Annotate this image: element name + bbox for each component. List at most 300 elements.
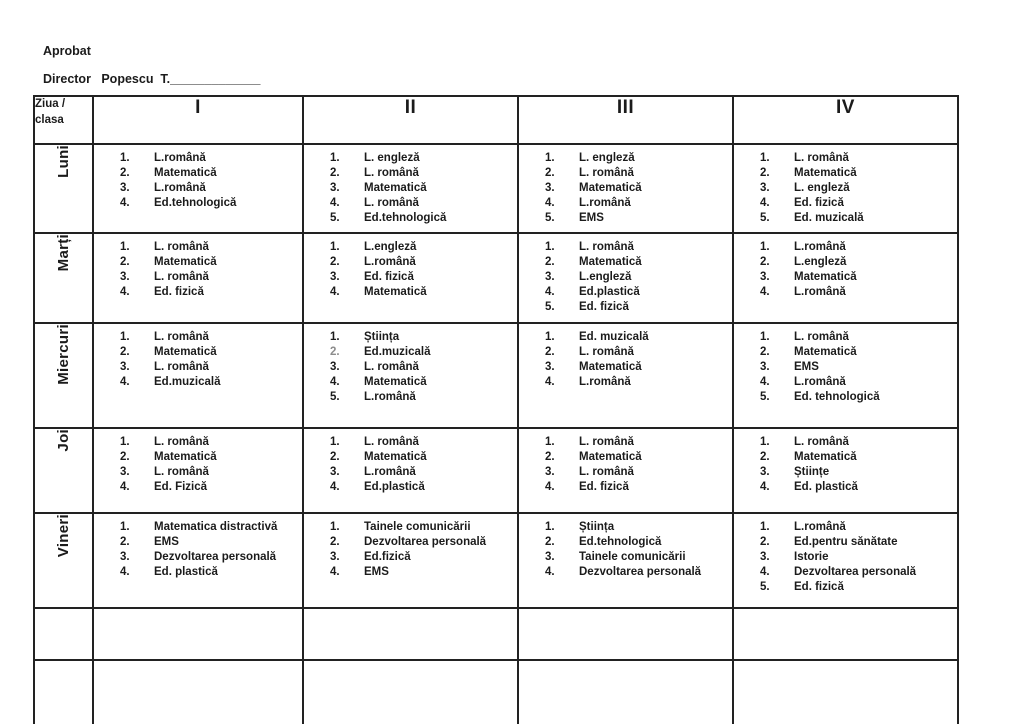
subject-name: Ed. muzicală <box>794 212 864 224</box>
subject-list <box>734 429 957 495</box>
subject-list <box>94 324 302 390</box>
subject-item <box>545 166 730 181</box>
subject-number: 4. <box>760 481 770 493</box>
subject-name: Matematică <box>154 256 217 268</box>
subject-item <box>120 181 300 196</box>
subject-number: 4. <box>545 286 555 298</box>
subject-name: L. română <box>794 436 849 448</box>
day-label: Luni <box>55 145 72 178</box>
schedule-cell <box>518 144 733 233</box>
subject-name: Matematică <box>364 286 427 298</box>
subject-name: L. română <box>579 466 634 478</box>
subject-name: Dezvoltarea personală <box>154 551 277 563</box>
subject-item <box>120 255 300 270</box>
subject-name: L. română <box>364 361 419 373</box>
subject-number: 4. <box>120 481 130 493</box>
subject-item <box>120 465 300 480</box>
subject-number: 1. <box>120 521 130 533</box>
subject-item <box>760 360 955 375</box>
subject-number: 2. <box>330 167 340 179</box>
subject-number: 1. <box>330 241 340 253</box>
subject-list <box>304 514 517 580</box>
subject-name: Matematică <box>794 167 857 179</box>
subject-number: 1. <box>330 331 340 343</box>
subject-item <box>545 211 730 226</box>
subject-name: L.engleză <box>364 241 417 253</box>
subject-number: 2. <box>545 536 555 548</box>
subject-number: 5. <box>760 581 770 593</box>
subject-number: 1. <box>545 241 555 253</box>
subject-item <box>330 270 515 285</box>
subject-name: Matematică <box>579 361 642 373</box>
subject-list <box>734 324 957 405</box>
subject-name: L.română <box>794 241 846 253</box>
subject-name: L. română <box>579 346 634 358</box>
subject-list <box>304 324 517 405</box>
subject-number: 2. <box>120 536 130 548</box>
empty-cell <box>303 660 518 724</box>
subject-name: L. română <box>154 466 209 478</box>
subject-name: L. română <box>154 331 209 343</box>
subject-item <box>545 240 730 255</box>
subject-item <box>120 520 300 535</box>
subject-name: Ed.muzicală <box>154 376 221 388</box>
subject-name: Ed. plastică <box>154 566 218 578</box>
day-label: Joi <box>55 429 72 452</box>
subject-number: 4. <box>330 197 340 209</box>
subject-item <box>330 181 515 196</box>
subject-name: L.engleză <box>794 256 847 268</box>
subject-item <box>330 196 515 211</box>
class-header-I: I <box>93 96 303 144</box>
subject-name: Istorie <box>794 551 829 563</box>
subject-list <box>304 145 517 226</box>
subject-number: 3. <box>545 271 555 283</box>
subject-number: 1. <box>330 436 340 448</box>
subject-number: 4. <box>760 566 770 578</box>
subject-list <box>519 234 732 315</box>
subject-item <box>760 151 955 166</box>
subject-item <box>545 375 730 390</box>
day-header-joi <box>34 428 93 513</box>
subject-item <box>760 166 955 181</box>
subject-number: 4. <box>760 376 770 388</box>
subject-number: 4. <box>330 566 340 578</box>
subject-number: 2. <box>545 346 555 358</box>
schedule-cell <box>93 428 303 513</box>
subject-name: Matematică <box>364 376 427 388</box>
subject-name: Ed.plastică <box>579 286 640 298</box>
subject-number: 2. <box>330 451 340 463</box>
subject-number: 4. <box>760 286 770 298</box>
subject-list <box>94 145 302 211</box>
schedule-cell <box>518 428 733 513</box>
subject-name: Ed. plastică <box>794 481 858 493</box>
empty-cell <box>34 608 93 660</box>
subject-name: L. română <box>154 241 209 253</box>
subject-name: Dezvoltarea personală <box>794 566 917 578</box>
subject-name: Știința <box>364 331 400 343</box>
subject-name: Matematică <box>579 256 642 268</box>
subject-item <box>120 330 300 345</box>
subject-number: 3. <box>545 182 555 194</box>
subject-item <box>120 345 300 360</box>
subject-number: 3. <box>760 271 770 283</box>
subject-name: Ed. fizică <box>364 271 414 283</box>
subject-name: L.română <box>364 466 416 478</box>
subject-item <box>545 181 730 196</box>
subject-item <box>120 196 300 211</box>
subject-number: 1. <box>760 241 770 253</box>
subject-name: Dezvoltarea personală <box>364 536 487 548</box>
subject-item <box>120 550 300 565</box>
subject-item <box>120 360 300 375</box>
subject-name: L.engleză <box>579 271 632 283</box>
subject-list <box>519 514 732 580</box>
subject-item <box>330 480 515 495</box>
subject-name: L. română <box>364 197 419 209</box>
subject-number: 2. <box>120 346 130 358</box>
class-header-II: II <box>303 96 518 144</box>
subject-list <box>94 234 302 300</box>
subject-number: 5. <box>760 212 770 224</box>
subject-number: 1. <box>120 241 130 253</box>
subject-name: L. română <box>154 436 209 448</box>
subject-item <box>545 330 730 345</box>
subject-name: Matematică <box>364 182 427 194</box>
subject-number: 4. <box>120 197 130 209</box>
subject-name: L.română <box>794 286 846 298</box>
subject-name: Ed. fizică <box>794 197 844 209</box>
corner-header-line1: Ziua / <box>35 98 66 110</box>
subject-name: Știința <box>579 521 615 533</box>
subject-item <box>330 390 515 405</box>
subject-number: 1. <box>545 436 555 448</box>
subject-list <box>519 324 732 390</box>
empty-cell <box>93 660 303 724</box>
subject-item <box>545 565 730 580</box>
subject-item <box>120 375 300 390</box>
subject-number: 1. <box>760 521 770 533</box>
subject-item <box>330 465 515 480</box>
subject-item <box>330 240 515 255</box>
subject-item <box>760 390 955 405</box>
subject-item <box>545 151 730 166</box>
subject-number: 3. <box>120 271 130 283</box>
subject-number: 2. <box>120 167 130 179</box>
schedule-cell <box>733 233 958 323</box>
table-row-miercuri <box>34 323 958 428</box>
subject-item <box>330 345 515 360</box>
subject-number: 5. <box>760 391 770 403</box>
subject-item <box>330 375 515 390</box>
subject-item <box>760 580 955 595</box>
subject-name: Ed. Fizică <box>154 481 208 493</box>
subject-number: 2. <box>545 167 555 179</box>
subject-name: L. română <box>579 167 634 179</box>
subject-name: L. română <box>579 241 634 253</box>
subject-name: Ed.pentru sănătate <box>794 536 898 548</box>
subject-item <box>120 270 300 285</box>
subject-number: 2. <box>120 256 130 268</box>
subject-name: L.română <box>579 197 631 209</box>
schedule-cell <box>733 428 958 513</box>
subject-name: Matematică <box>794 271 857 283</box>
day-label: Vineri <box>55 514 72 558</box>
subject-name: Tainele comunicării <box>364 521 471 533</box>
subject-number: 1. <box>330 152 340 164</box>
subject-number: 3. <box>120 182 130 194</box>
subject-item <box>330 211 515 226</box>
subject-number: 5. <box>545 301 555 313</box>
subject-item <box>545 360 730 375</box>
subject-number: 4. <box>545 481 555 493</box>
subject-name: Ed.plastică <box>364 481 425 493</box>
schedule-cell <box>93 144 303 233</box>
subject-item <box>120 240 300 255</box>
subject-name: L. română <box>364 167 419 179</box>
schedule-cell <box>93 233 303 323</box>
subject-number: 2. <box>760 451 770 463</box>
subject-name: L.română <box>364 391 416 403</box>
subject-name: L. engleză <box>364 152 420 164</box>
subject-name: Matematică <box>154 167 217 179</box>
subject-list <box>519 429 732 495</box>
subject-name: L. română <box>794 152 849 164</box>
subject-item <box>760 196 955 211</box>
subject-item <box>545 450 730 465</box>
subject-name: L.română <box>154 152 206 164</box>
subject-item <box>760 480 955 495</box>
subject-number: 2. <box>760 167 770 179</box>
subject-number: 1. <box>545 331 555 343</box>
class-header-IV: IV <box>733 96 958 144</box>
subject-item <box>330 435 515 450</box>
subject-list <box>94 429 302 495</box>
subject-item <box>545 520 730 535</box>
subject-name: Matematică <box>794 451 857 463</box>
subject-name: L.română <box>794 521 846 533</box>
subject-name: Ed.muzicală <box>364 346 431 358</box>
subject-name: Matematică <box>579 182 642 194</box>
subject-item <box>760 435 955 450</box>
subject-name: L. română <box>154 361 209 373</box>
corner-header-line2: clasa <box>35 113 64 126</box>
subject-number: 1. <box>120 152 130 164</box>
empty-cell <box>303 608 518 660</box>
subject-item <box>330 166 515 181</box>
schedule-cell <box>518 513 733 608</box>
subject-item <box>545 300 730 315</box>
empty-row <box>34 660 958 724</box>
subject-item <box>120 285 300 300</box>
subject-name: Ed. fizică <box>154 286 204 298</box>
table-row-joi <box>34 428 958 513</box>
subject-name: Ed.tehnologică <box>154 197 237 209</box>
subject-item <box>760 535 955 550</box>
schedule-cell <box>518 323 733 428</box>
subject-item <box>545 196 730 211</box>
subject-number: 3. <box>120 551 130 563</box>
subject-item <box>760 465 955 480</box>
subject-name: L. engleză <box>794 182 850 194</box>
subject-item <box>760 255 955 270</box>
subject-number: 4. <box>545 376 555 388</box>
subject-list <box>734 234 957 300</box>
subject-number: 5. <box>330 212 340 224</box>
subject-number: 3. <box>760 466 770 478</box>
subject-item <box>760 181 955 196</box>
subject-number: 3. <box>545 551 555 563</box>
subject-number: 4. <box>330 286 340 298</box>
day-header-marți <box>34 233 93 323</box>
subject-name: L.română <box>154 182 206 194</box>
subject-item <box>120 535 300 550</box>
subject-name: Matematică <box>364 451 427 463</box>
subject-name: L. română <box>579 436 634 448</box>
subject-name: EMS <box>154 536 179 548</box>
subject-item <box>120 565 300 580</box>
subject-item <box>330 520 515 535</box>
schedule-cell <box>733 323 958 428</box>
subject-item <box>545 345 730 360</box>
subject-item <box>760 565 955 580</box>
empty-cell <box>518 660 733 724</box>
subject-name: Ed.fizică <box>364 551 411 563</box>
day-label: Marți <box>55 234 72 272</box>
subject-number: 5. <box>330 391 340 403</box>
subject-number: 2. <box>330 536 340 548</box>
subject-item <box>330 330 515 345</box>
subject-item <box>330 450 515 465</box>
subject-item <box>120 450 300 465</box>
subject-number: 1. <box>545 152 555 164</box>
subject-item <box>120 166 300 181</box>
subject-name: Matematică <box>794 346 857 358</box>
subject-list <box>304 234 517 300</box>
subject-number: 3. <box>330 466 340 478</box>
subject-item <box>545 465 730 480</box>
empty-cell <box>733 660 958 724</box>
corner-header <box>34 96 93 144</box>
subject-name: L. română <box>154 271 209 283</box>
table-row-marți <box>34 233 958 323</box>
subject-number: 3. <box>760 551 770 563</box>
subject-number: 4. <box>120 566 130 578</box>
subject-number: 3. <box>120 466 130 478</box>
day-label: Miercuri <box>55 324 72 385</box>
subject-item <box>330 535 515 550</box>
subject-item <box>760 330 955 345</box>
subject-number: 4. <box>545 197 555 209</box>
schedule-cell <box>93 323 303 428</box>
subject-number: 2. <box>760 346 770 358</box>
subject-name: Ed.tehnologică <box>364 212 447 224</box>
subject-number: 2. <box>120 451 130 463</box>
subject-number: 4. <box>330 376 340 388</box>
subject-list <box>519 145 732 226</box>
subject-name: L. română <box>794 331 849 343</box>
subject-item <box>760 550 955 565</box>
day-header-miercuri <box>34 323 93 428</box>
schedule-cell <box>303 323 518 428</box>
subject-item <box>760 211 955 226</box>
schedule-cell <box>303 233 518 323</box>
subject-item <box>760 285 955 300</box>
subject-item <box>120 151 300 166</box>
subject-item <box>545 550 730 565</box>
subject-item <box>760 375 955 390</box>
table-row-luni <box>34 144 958 233</box>
subject-list <box>304 429 517 495</box>
subject-number: 3. <box>545 466 555 478</box>
day-header-vineri <box>34 513 93 608</box>
subject-item <box>545 435 730 450</box>
subject-number: 2. <box>330 256 340 268</box>
subject-item <box>330 151 515 166</box>
subject-item <box>120 480 300 495</box>
subject-item <box>545 285 730 300</box>
schedule-cell <box>303 513 518 608</box>
subject-item <box>545 270 730 285</box>
subject-name: Ed. fizică <box>579 301 629 313</box>
subject-item <box>330 550 515 565</box>
subject-number: 4. <box>120 376 130 388</box>
subject-name: Matematică <box>154 346 217 358</box>
schedule-cell <box>303 144 518 233</box>
subject-name: L. română <box>364 436 419 448</box>
subject-name: Matematică <box>579 451 642 463</box>
subject-name: EMS <box>794 361 819 373</box>
subject-item <box>545 480 730 495</box>
empty-cell <box>34 660 93 724</box>
empty-row <box>34 608 958 660</box>
subject-number: 4. <box>120 286 130 298</box>
subject-number: 4. <box>545 566 555 578</box>
subject-name: L.română <box>364 256 416 268</box>
subject-number: 4. <box>760 197 770 209</box>
subject-name: Științe <box>794 466 830 478</box>
subject-number: 2. <box>760 256 770 268</box>
schedule-cell <box>733 513 958 608</box>
subject-item <box>330 565 515 580</box>
empty-cell <box>518 608 733 660</box>
subject-number: 2. <box>330 346 340 358</box>
approval-label: Aprobat <box>43 44 91 58</box>
subject-number: 1. <box>120 331 130 343</box>
subject-number: 1. <box>330 521 340 533</box>
subject-list <box>94 514 302 580</box>
subject-number: 3. <box>330 551 340 563</box>
subject-name: Ed. fizică <box>579 481 629 493</box>
subject-item <box>760 240 955 255</box>
subject-name: Ed. muzicală <box>579 331 649 343</box>
subject-number: 2. <box>760 536 770 548</box>
subject-number: 1. <box>760 331 770 343</box>
subject-name: EMS <box>579 212 604 224</box>
subject-number: 1. <box>760 436 770 448</box>
subject-name: Tainele comunicării <box>579 551 686 563</box>
subject-number: 4. <box>330 481 340 493</box>
subject-name: L.română <box>579 376 631 388</box>
subject-number: 2. <box>545 451 555 463</box>
subject-number: 3. <box>330 271 340 283</box>
subject-number: 3. <box>120 361 130 373</box>
subject-name: L.română <box>794 376 846 388</box>
subject-item <box>760 520 955 535</box>
subject-number: 5. <box>545 212 555 224</box>
subject-name: Matematica distractivă <box>154 521 278 533</box>
